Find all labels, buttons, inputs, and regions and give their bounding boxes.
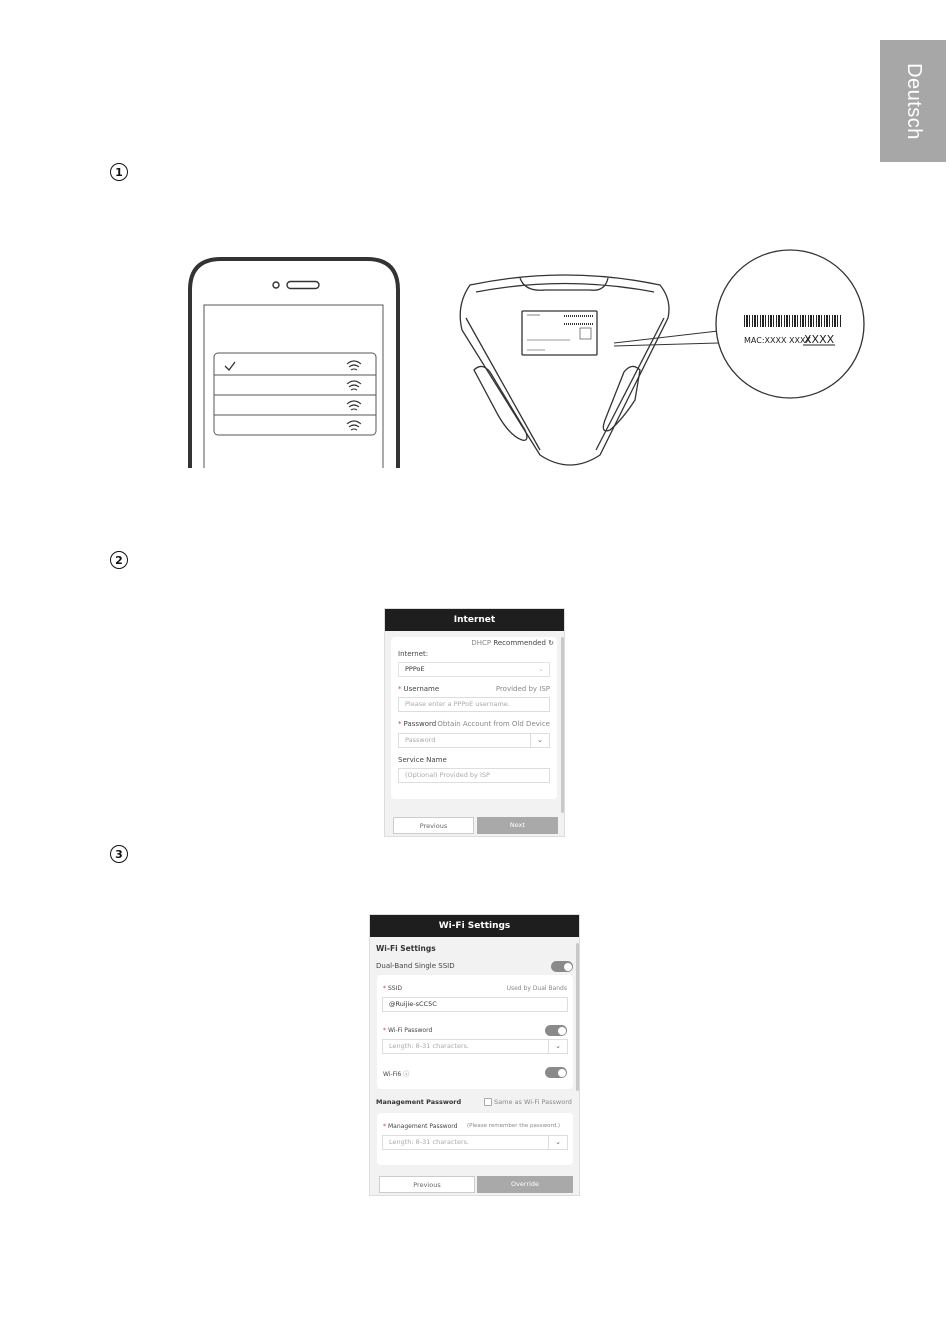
wifi-password-placeholder: Length: 8-31 characters. [389, 1042, 470, 1050]
next-button[interactable]: Next [477, 817, 558, 834]
previous-button[interactable]: Previous [379, 1176, 475, 1193]
service-name-placeholder: (Optional) Provided by ISP [405, 771, 490, 779]
router-illustration [460, 275, 669, 465]
scrollbar[interactable] [561, 637, 564, 813]
wifi-password-toggle[interactable] [545, 1025, 567, 1036]
recommended-label: Recommended [493, 639, 546, 647]
wifi-password-input[interactable] [382, 1039, 568, 1054]
internet-title: Internet [385, 609, 564, 631]
step-1-marker: 1 [110, 163, 128, 181]
ssid-hint: Used by Dual Bands [506, 985, 567, 992]
management-section-title: Management Password [376, 1098, 462, 1106]
scrollbar[interactable] [576, 943, 579, 1091]
ssid-input[interactable] [382, 997, 568, 1012]
username-placeholder: Please enter a PPPoE username. [405, 700, 510, 708]
step-1-illustration [0, 0, 950, 480]
wifi6-label: Wi-Fi6 ⓘ [383, 1071, 410, 1078]
internet-form-card [391, 637, 557, 799]
wifi-password-label: * Wi-Fi Password [383, 1027, 433, 1034]
dual-band-toggle[interactable] [551, 961, 573, 972]
wifi-icon [347, 361, 361, 370]
chevron-down-icon[interactable]: ⌄ [548, 1040, 567, 1053]
mac-prefix: MAC:XXXX XXXX [744, 336, 811, 345]
device-label [527, 315, 594, 350]
connection-detect[interactable] [471, 639, 554, 647]
help-icon: ⓘ [403, 1071, 410, 1078]
internet-settings-screen [384, 608, 565, 837]
management-password-input[interactable] [382, 1135, 568, 1150]
step-3-marker: 3 [110, 845, 128, 863]
same-as-wifi-label: Same as Wi-Fi Password [494, 1098, 572, 1106]
internet-type-value: PPPoE [405, 665, 425, 673]
chevron-down-icon: ⌄ [538, 665, 544, 673]
internet-type-select[interactable] [398, 662, 550, 677]
management-password-label: * Management Password [383, 1123, 458, 1130]
wifi-icon [347, 401, 361, 410]
password-label: * Password [398, 720, 437, 728]
obtain-account-link[interactable]: Obtain Account from Old Device [437, 720, 550, 728]
management-form-card [377, 1113, 573, 1165]
password-input[interactable] [398, 733, 550, 748]
management-password-hint: (Please remember the password.) [467, 1123, 561, 1129]
refresh-icon: ↻ [548, 639, 554, 647]
password-placeholder: Password [405, 736, 436, 744]
username-input[interactable] [398, 697, 550, 712]
wifi-section-title: Wi-Fi Settings [376, 944, 436, 953]
ssid-label: * SSID [383, 985, 403, 992]
phone-illustration [190, 259, 398, 468]
chevron-down-icon[interactable]: ⌄ [548, 1136, 567, 1149]
service-name-input[interactable] [398, 768, 550, 783]
dual-band-label: Dual-Band Single SSID [376, 962, 455, 970]
mac-suffix: XXXX [804, 333, 835, 346]
previous-button[interactable]: Previous [393, 817, 474, 834]
wifi-icon [347, 421, 361, 430]
wifi-title: Wi-Fi Settings [370, 915, 579, 937]
override-button[interactable]: Override [477, 1176, 573, 1193]
wifi6-toggle[interactable] [545, 1067, 567, 1078]
wifi-icon [347, 381, 361, 390]
dhcp-label: DHCP [471, 639, 492, 647]
internet-type-label: Internet: [398, 650, 429, 658]
username-label: * Username [398, 685, 440, 693]
step-2-marker: 2 [110, 551, 128, 569]
check-icon [225, 362, 235, 370]
chevron-down-icon[interactable]: ⌄ [530, 734, 549, 747]
wifi-form-card [377, 975, 573, 1089]
management-password-placeholder: Length: 8-31 characters. [389, 1138, 470, 1146]
language-label: Deutsch [902, 62, 925, 140]
ssid-value: @Ruijie-sCC5C [389, 1000, 437, 1008]
wifi-settings-screen [369, 914, 580, 1196]
same-as-wifi-checkbox[interactable] [484, 1098, 492, 1106]
username-hint: Provided by ISP [495, 685, 550, 693]
service-name-label: Service Name [398, 756, 447, 764]
